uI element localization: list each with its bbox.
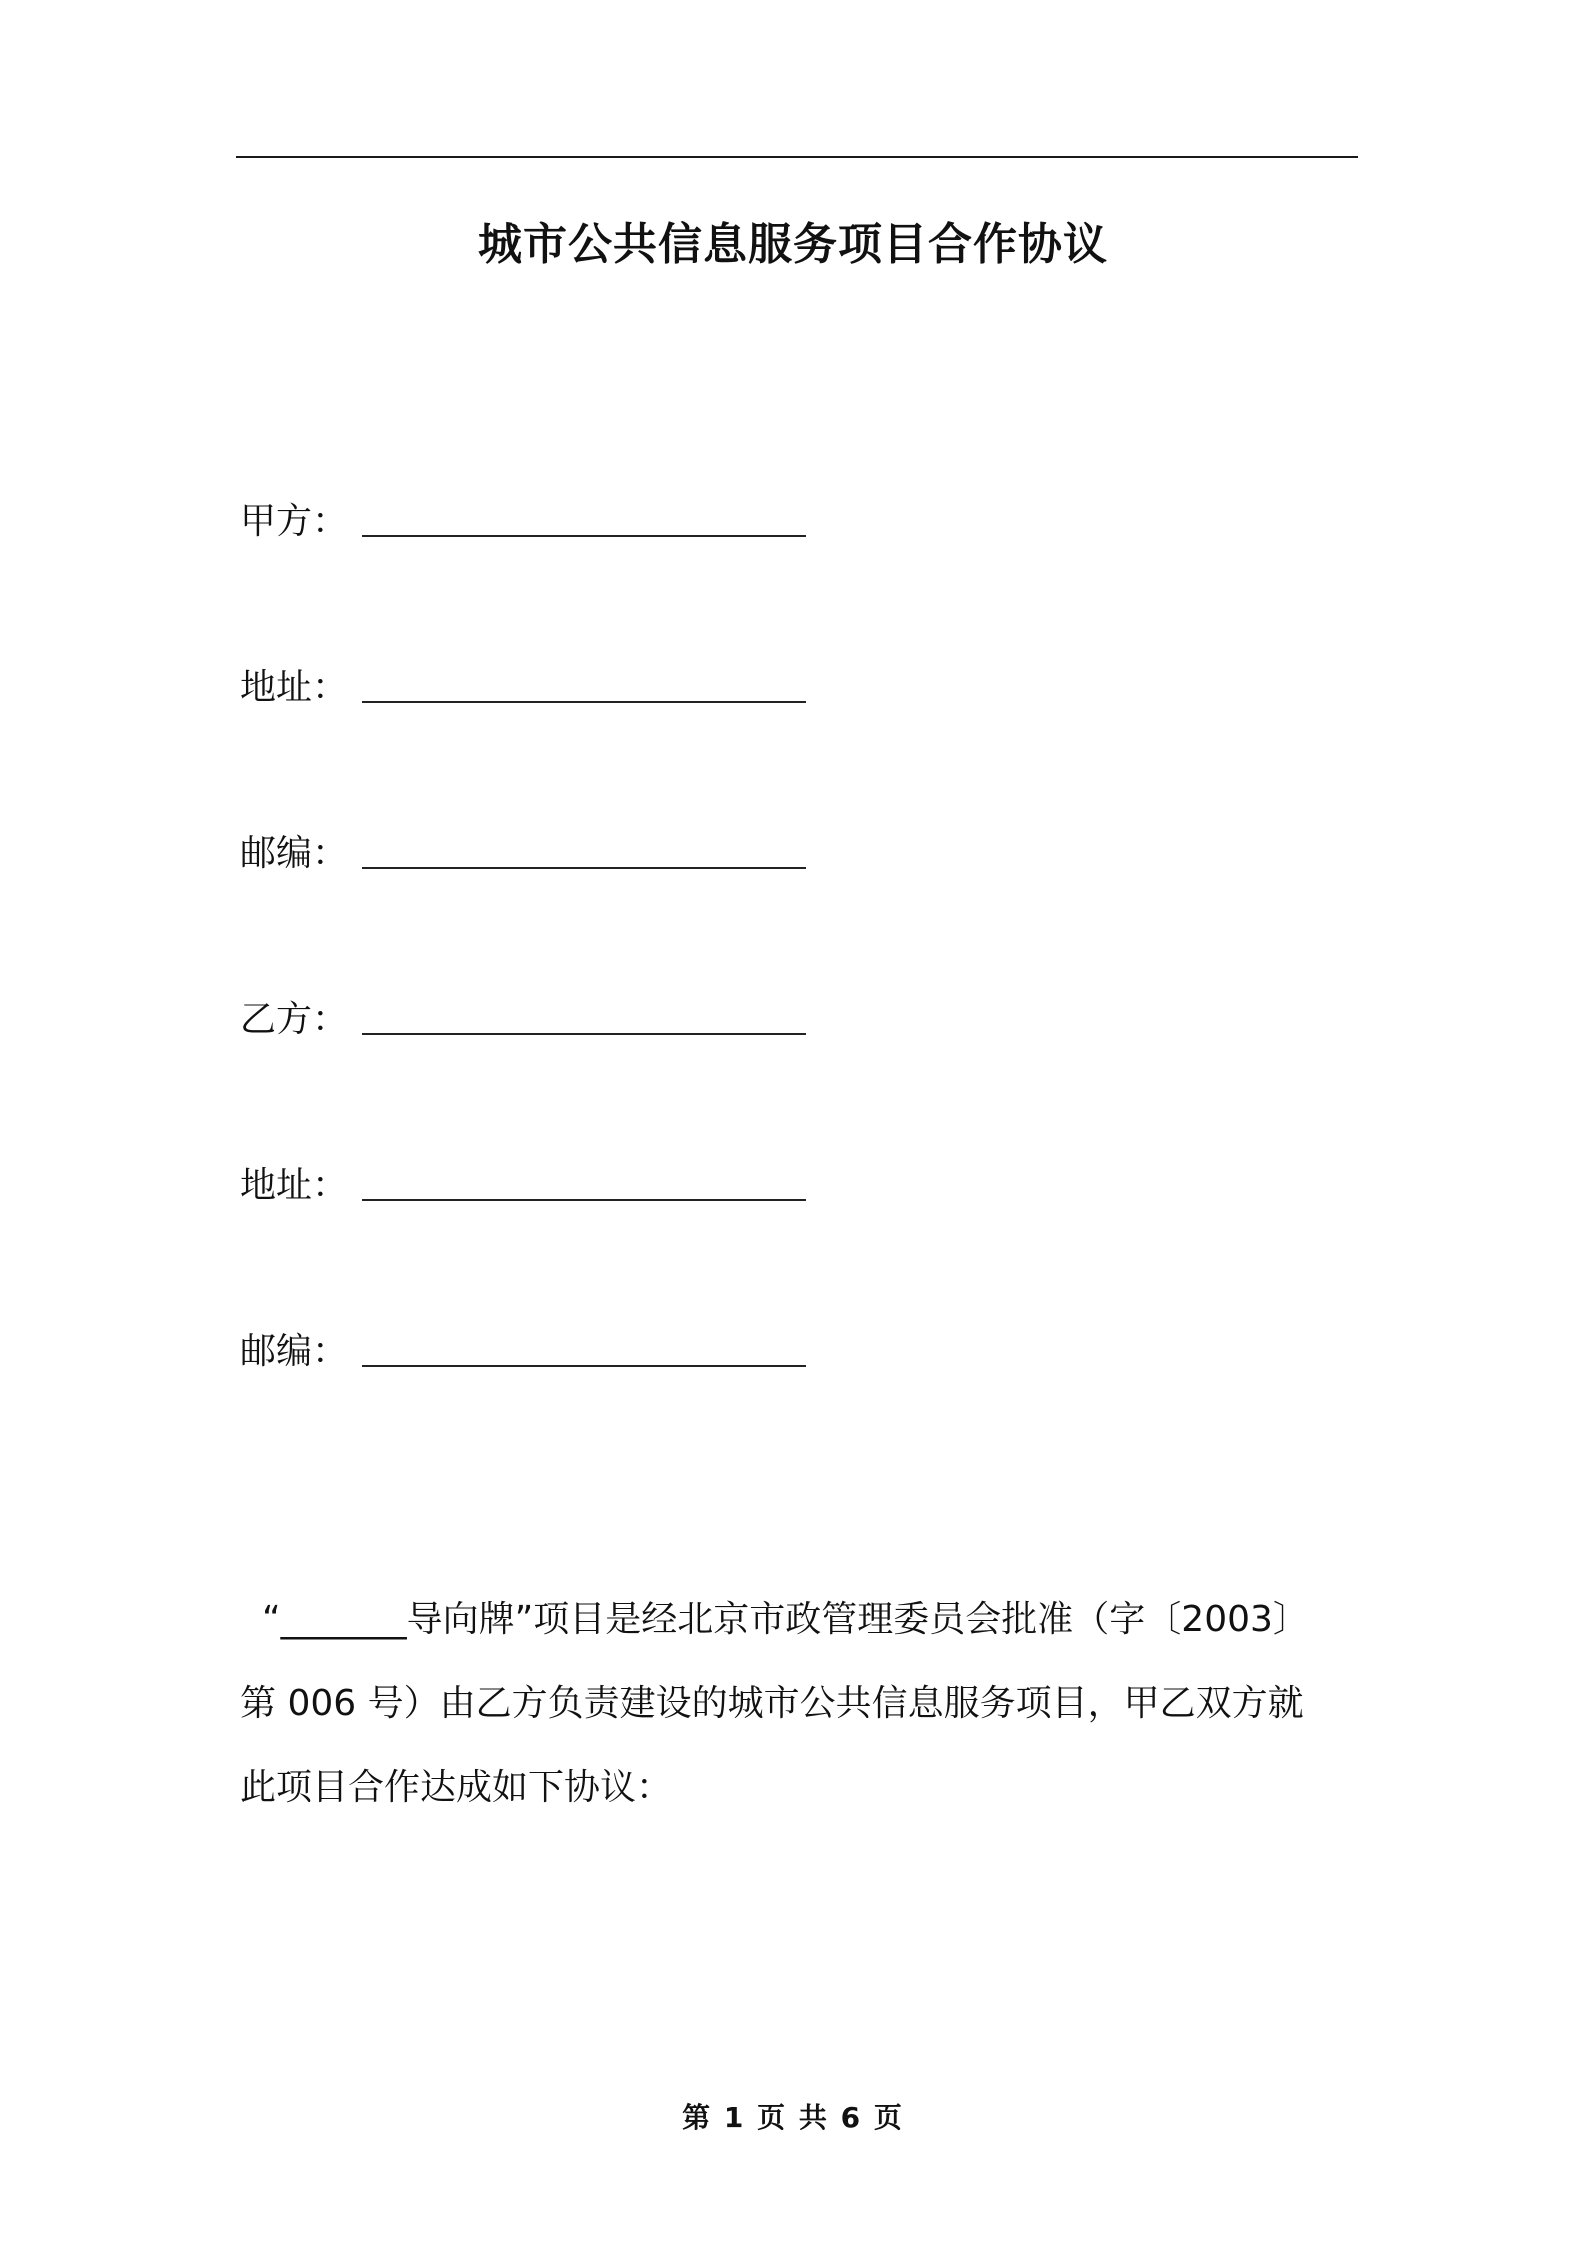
intro-line: 第 006 号）由乙方负责建设的城市公共信息服务项目，甲乙双方就 — [240, 1683, 1304, 1724]
party-a-blank[interactable] — [362, 535, 806, 537]
party-b-postcode-blank[interactable] — [362, 1365, 806, 1367]
party-a-address-label: 地址： — [240, 667, 349, 708]
party-b-field — [240, 995, 806, 1045]
party-b-address-label: 地址： — [240, 1165, 349, 1206]
party-a-label: 甲方： — [240, 501, 349, 542]
header-rule — [236, 156, 1358, 158]
intro-paragraph — [240, 1578, 1358, 1830]
party-b-address-blank[interactable] — [362, 1199, 806, 1201]
party-b-label: 乙方： — [240, 999, 349, 1040]
party-a-address-blank[interactable] — [362, 701, 806, 703]
party-b-postcode-label: 邮编： — [240, 1331, 349, 1372]
party-a-postcode-label: 邮编： — [240, 833, 349, 874]
party-b-address-field — [240, 1161, 806, 1211]
intro-line: “_______导向牌”项目是经北京市政管理委员会批准（字〔2003〕 — [262, 1599, 1309, 1640]
party-a-field — [240, 497, 806, 547]
party-b-blank[interactable] — [362, 1033, 806, 1035]
page-number-footer: 第 1 页 共 6 页 — [682, 2101, 904, 2134]
intro-line: 此项目合作达成如下协议： — [240, 1767, 673, 1808]
party-a-postcode-blank[interactable] — [362, 867, 806, 869]
party-a-postcode-field — [240, 829, 806, 879]
party-b-postcode-field — [240, 1327, 806, 1377]
document-title: 城市公共信息服务项目合作协议 — [478, 219, 1108, 270]
party-a-address-field — [240, 663, 806, 713]
